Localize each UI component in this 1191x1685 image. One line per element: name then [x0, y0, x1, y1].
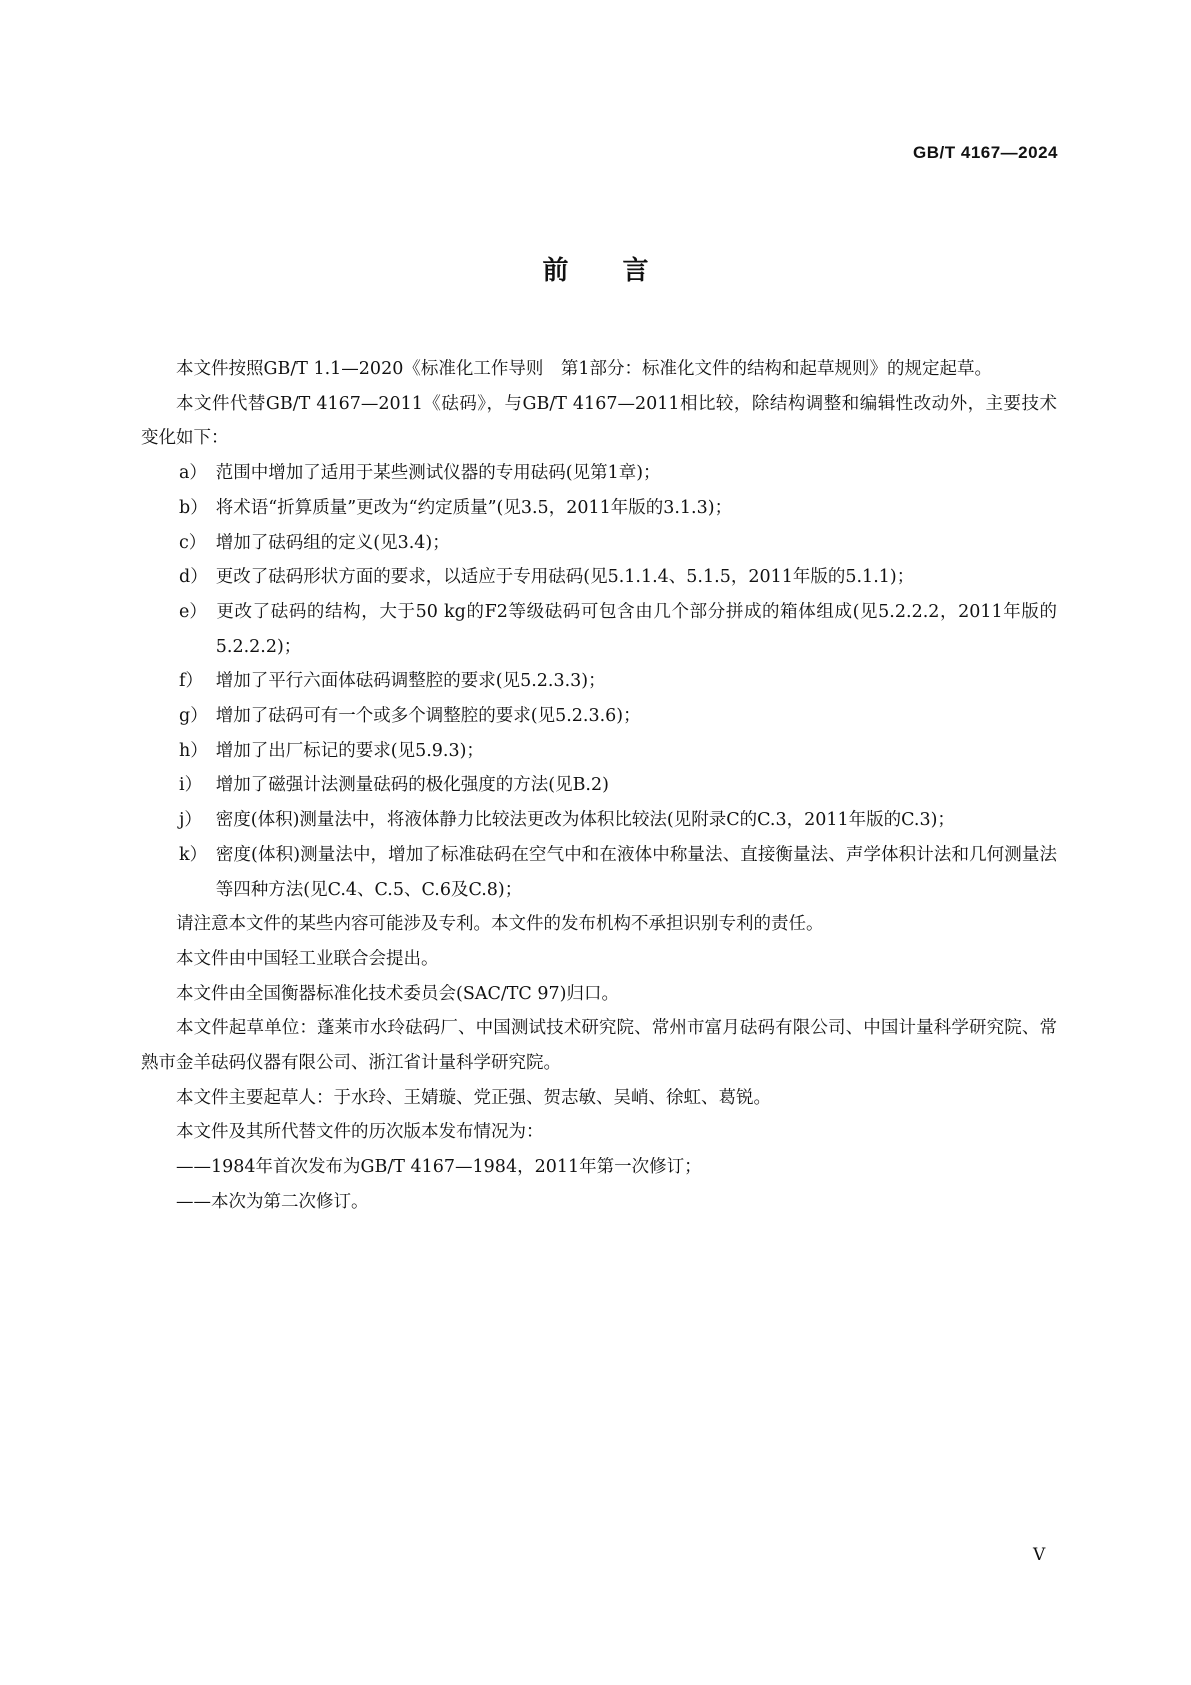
list-item	[179, 456, 1057, 491]
list-marker: d）	[179, 567, 208, 588]
list-item-text: 密度(体积)测量法中，将液体静力比较法更改为体积比较法(见附录C的C.3，2011年版的C.3)；	[215, 810, 955, 831]
list-marker: f）	[179, 671, 203, 692]
paragraph-drafting-rules: 本文件按照GB/T 1.1—2020《标准化工作导则 第1部分：标准化文件的结构和起草规则》的规定起草。	[176, 359, 992, 379]
list-marker: i）	[179, 775, 203, 796]
list-item-text: 更改了砝码形状方面的要求，以适应于专用砝码(见5.1.1.4、5.1.5，2011年版的5.1.1)；	[215, 567, 915, 588]
list-item-text: 密度(体积)测量法中，增加了标准砝码在空气中和在液体中称量法、直接衡量法、声学体积计法和几何测量法等四种方法(见C.4、C.5、C.6及C.8)；	[215, 844, 1057, 900]
list-marker: b）	[179, 497, 208, 518]
page-title: 前言	[542, 256, 703, 286]
list-item	[179, 838, 1057, 907]
list-marker: k）	[179, 844, 208, 865]
list-item-text: 增加了出厂标记的要求(见5.9.3)；	[215, 740, 484, 761]
paragraph-drafters: 本文件主要起草人：于水玲、王婧璇、党正强、贺志敏、吴峭、徐虹、葛锐。	[176, 1087, 771, 1108]
paragraph-history-intro: 本文件及其所代替文件的历次版本发布情况为：	[176, 1122, 544, 1143]
list-item	[179, 595, 1057, 664]
paragraph-patent-notice: 请注意本文件的某些内容可能涉及专利。本文件的发布机构不承担识别专利的责任。	[176, 914, 824, 935]
list-item	[179, 803, 1057, 838]
list-marker: g）	[179, 706, 208, 727]
list-item	[179, 664, 1057, 699]
history-item: ——1984年首次发布为GB/T 4167—1984，2011年第一次修订；	[176, 1157, 702, 1178]
technical-changes-list	[141, 456, 1057, 907]
list-item	[179, 560, 1057, 595]
list-marker: a）	[179, 463, 207, 484]
history-item: ——本次为第二次修订。	[176, 1191, 369, 1212]
list-marker: j）	[179, 810, 202, 831]
list-item	[179, 768, 1057, 803]
list-item-text: 增加了平行六面体砝码调整腔的要求(见5.2.3.3)；	[215, 671, 606, 692]
list-marker: h）	[179, 740, 208, 761]
list-item-text: 更改了砝码的结构，大于50 kg的F2等级砝码可包含由几个部分拼成的箱体组成(见5.2.2.2，2011年版的5.2.2.2)；	[215, 601, 1057, 657]
list-item	[179, 491, 1057, 526]
paragraph-drafting-units: 本文件起草单位：蓬莱市水玲砝码厂、中国测试技术研究院、常州市富月砝码有限公司、中国计量科学研究院、常熟市金羊砝码仪器有限公司、浙江省计量科学研究院。	[141, 1018, 1057, 1074]
paragraph-committee: 本文件由全国衡器标准化技术委员会(SAC/TC 97)归口。	[176, 983, 619, 1004]
paragraph-replacement: 本文件代替GB/T 4167—2011《砝码》，与GB/T 4167—2011相比较，除结构调整和编辑性改动外，主要技术变化如下：	[141, 393, 1057, 449]
document-id: GB/T 4167—2024	[913, 143, 1058, 162]
list-item-text: 将术语“折算质量”更改为“约定质量”(见3.5，2011年版的3.1.3)；	[215, 497, 733, 518]
document-body	[141, 352, 1057, 1220]
list-marker: c）	[179, 532, 207, 553]
list-item	[179, 734, 1057, 769]
page-number: V	[1033, 1545, 1046, 1565]
list-item	[179, 526, 1057, 561]
list-item-text: 增加了砝码组的定义(见3.4)；	[215, 532, 450, 553]
paragraph-proposer: 本文件由中国轻工业联合会提出。	[176, 948, 439, 969]
list-item-text: 增加了磁强计法测量砝码的极化强度的方法(见B.2)	[215, 775, 609, 796]
list-item	[179, 699, 1057, 734]
list-item-text: 范围中增加了适用于某些测试仪器的专用砝码(见第1章)；	[215, 463, 661, 484]
list-marker: e）	[179, 601, 207, 622]
list-item-text: 增加了砝码可有一个或多个调整腔的要求(见5.2.3.6)；	[215, 706, 641, 727]
